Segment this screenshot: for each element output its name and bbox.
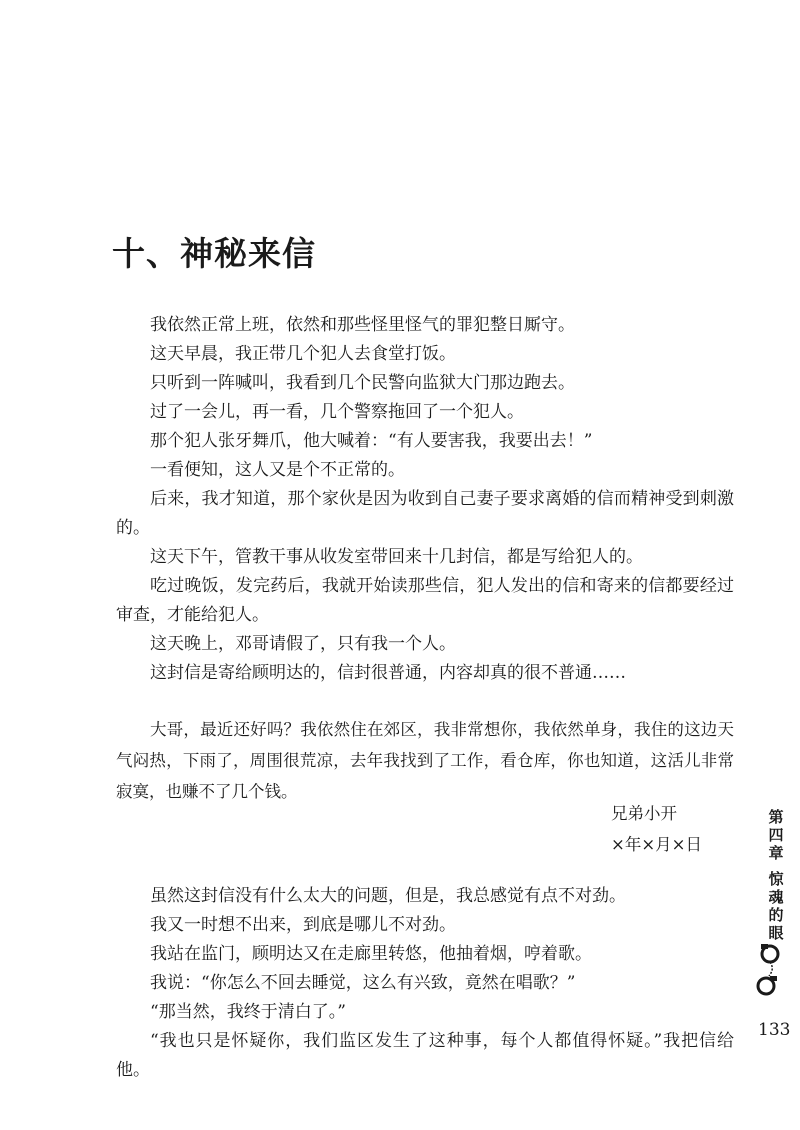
sidebar-chapter-name: 惊魂的眼	[768, 870, 784, 942]
paragraph: 只听到一阵喊叫，我看到几个民警向监狱大门那边跑去。	[150, 373, 575, 393]
paragraph: 这封信是寄给顾明达的，信封很普通，内容却真的很不普通……	[150, 663, 626, 683]
paragraph: 那个犯人张牙舞爪，他大喊着：“有人要害我，我要出去！”	[150, 431, 593, 451]
paragraph: 虽然这封信没有什么太大的问题，但是，我总感觉有点不对劲。	[150, 886, 626, 906]
paragraph: 我又一时想不出来，到底是哪儿不对劲。	[150, 915, 456, 935]
paragraph: 我站在监门，顾明达又在走廊里转悠，他抽着烟，哼着歌。	[150, 944, 592, 964]
paragraph: 我依然正常上班，依然和那些怪里怪气的罪犯整日厮守。	[150, 315, 575, 335]
letter-body: 大哥，最近还好吗？我依然住在郊区，我非常想你，我依然单身，我住的这边天气闷热，下雨了，周围很荒凉，去年我找到了工作，看仓库，你也知道，这活儿非常寂寞，也赚不了几个钱。	[116, 720, 734, 801]
letter-signature: 兄弟小开	[611, 804, 677, 823]
paragraph: 我说：“你怎么不回去睡觉，这么有兴致，竟然在唱歌？”	[150, 973, 576, 993]
paragraph: 这天晚上，邓哥请假了，只有我一个人。	[150, 634, 456, 654]
handcuffs-icon	[752, 940, 788, 1000]
paragraph: 过了一会儿，再一看，几个警察拖回了一个犯人。	[150, 402, 524, 422]
paragraph: 吃过晚饭，发完药后，我就开始读那些信，犯人发出的信和寄来的信都要经过审查，才能给犯人。	[116, 576, 734, 625]
page-number: 133	[758, 1020, 791, 1040]
paragraph: 后来，我才知道，那个家伙是因为收到自己妻子要求离婚的信而精神受到刺激的。	[116, 489, 734, 538]
letter-date: ×年×月×日	[611, 835, 702, 854]
paragraph: 这天早晨，我正带几个犯人去食堂打饭。	[150, 344, 456, 364]
chapter-sidebar	[766, 808, 786, 942]
paragraph: 这天下午，管教干事从收发室带回来十几封信，都是写给犯人的。	[150, 547, 643, 567]
chapter-title: 十、神秘来信	[112, 234, 316, 273]
paragraph: “我也只是怀疑你，我们监区发生了这种事，每个人都值得怀疑。”我把信给他。	[116, 1031, 734, 1080]
paragraph: 一看便知，这人又是个不正常的。	[150, 460, 405, 480]
sidebar-chapter-label: 第四章	[768, 808, 784, 862]
paragraph: “那当然，我终于清白了。”	[150, 1002, 346, 1022]
